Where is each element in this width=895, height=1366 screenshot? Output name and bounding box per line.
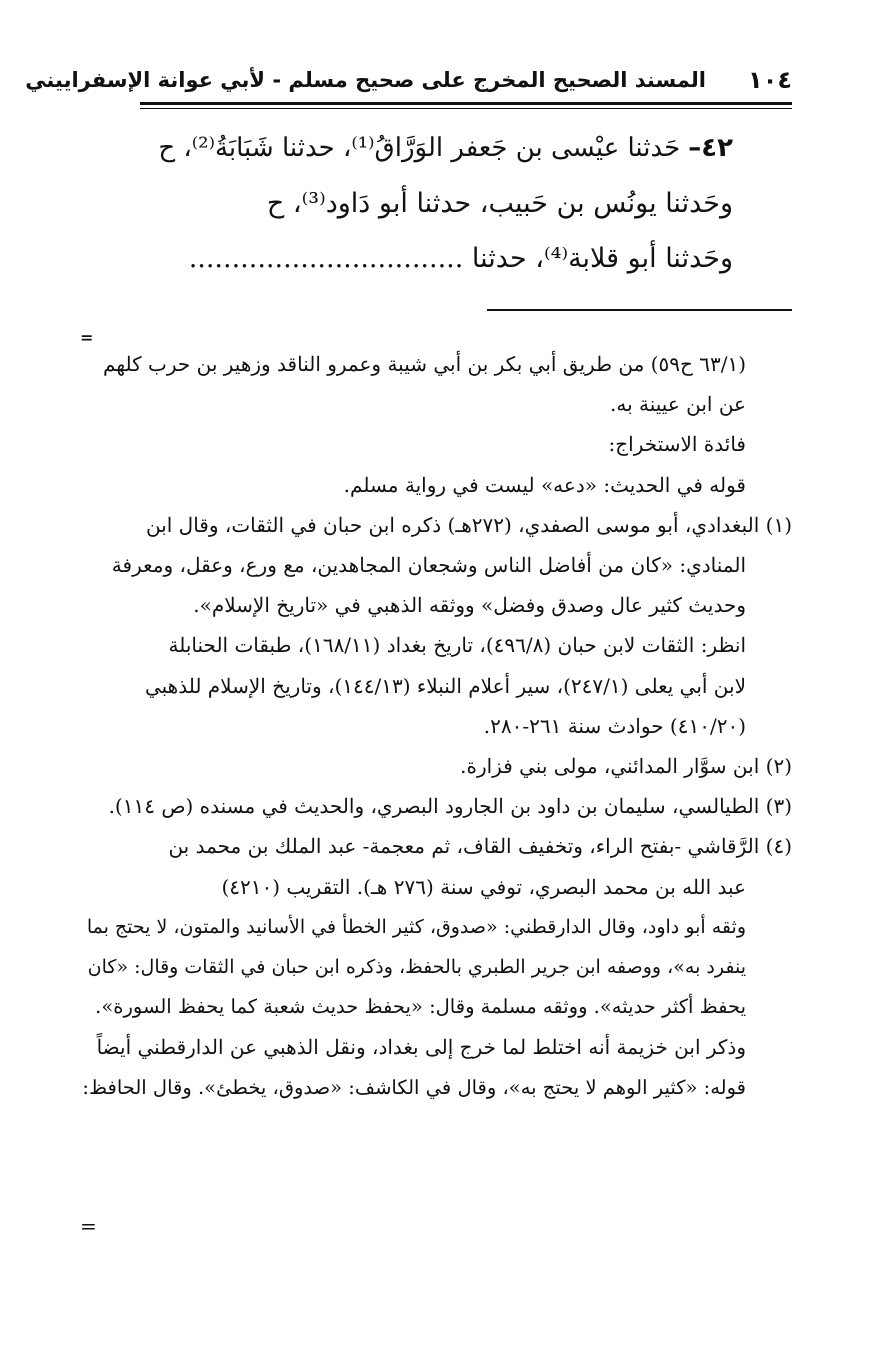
- footnote-line: عن ابن عيينة به.: [610, 392, 746, 417]
- footnote-line: فائدة الاستخراج:: [608, 432, 746, 457]
- footnote-line: وثقه أبو داود، وقال الدارقطني: «صدوق، كثير الخطأ في الأسانيد والمتون، لا يحتج بما: [86, 915, 746, 938]
- main-line-3: [148, 231, 733, 286]
- footnote-continuation-mark: =: [80, 328, 94, 347]
- page-number: ١٠٤: [748, 66, 792, 94]
- main-line-1: [148, 121, 733, 176]
- footnote-line: لابن أبي يعلى (٢٤٧/١)، سير أعلام النبلاء (١٤٤/١٣)، وتاريخ الإسلام للذهبي: [144, 673, 746, 698]
- footnote-line: (٣) الطيالسي، سليمان بن داود بن الجارود البصري، والحديث في مسنده (ص ١١٤).: [108, 794, 792, 819]
- footnote-line: يحفظ أكثر حديثه». ووثقه مسلمة وقال: «يحفظ حديث شعبة كما يحفظ السورة».: [95, 995, 746, 1019]
- footnote-line: انظر: الثقات لابن حبان (٤٩٦/٨)، تاريخ بغداد (١٦٨/١١)، طبقات الحنابلة: [168, 633, 746, 658]
- footnote-end-mark: =: [80, 1214, 97, 1238]
- footnote-line: المنادي: «كان من أفاضل الناس وشجعان المجاهدين، مع ورع، وعقل، ومعرفة: [111, 553, 746, 578]
- footnote-line: (٤) الرَّقاشي -بفتح الراء، وتخفيف القاف، ثم معجمة- عبد الملك بن محمد بن: [168, 834, 792, 859]
- footnote-line: قوله: «كثير الوهم لا يحتج به»، وقال في الكاشف: «صدوق، يخطئ». وقال الحافظ:: [82, 1075, 746, 1099]
- ellipsis-dots: ................................: [188, 243, 464, 274]
- footnotes: [80, 344, 792, 1108]
- footnote-line: (٤١٠/٢٠) حوادث سنة ٢٦١-٢٨٠.: [483, 713, 746, 738]
- footnote-line: عبد الله بن محمد البصري، توفي سنة (٢٧٦ هـ). التقريب (٤٢١٠): [221, 874, 746, 899]
- main-line-3-text: وحَدثنا أبو قلابة⁽⁴⁾، حدثنا: [471, 243, 733, 274]
- footnote-line: قوله في الحديث: «دعه» ليست في رواية مسلم.: [343, 472, 746, 497]
- running-title: المسند الصحيح المخرج على صحيح مسلم - لأبي عوانة الإسفراييني: [25, 68, 706, 92]
- footnote-line: (٦٣/١ ح٥٩) من طريق أبي بكر بن أبي شيبة وعمرو الناقد وزهير بن حرب كلهم: [102, 352, 746, 376]
- hadith-number: ٤٢–: [688, 133, 733, 163]
- footnote-line: وذكر ابن خزيمة أنه اختلط لما خرج إلى بغداد، ونقل الذهبي عن الدارقطني أيضاً: [96, 1035, 746, 1060]
- main-text: [148, 121, 733, 286]
- main-line-1-text: حَدثنا عيْسى بن جَعفر الوَرَّاقُ⁽¹⁾، حدثنا شَبَابَةُ⁽²⁾، ح: [158, 133, 681, 163]
- footnote-divider: [487, 309, 792, 311]
- footnote-line: ينفرد به»، ووصفه ابن جرير الطبري بالحفظ، وذكره ابن حبان في الثقات وقال: «كان: [87, 956, 746, 979]
- footnote-line: (١) البغدادي، أبو موسى الصفدي، (٢٧٢هـ) ذكره ابن حبان في الثقات، وقال ابن: [145, 512, 792, 537]
- footnote-line: وحديث كثير عال وصدق وفضل» ووثقه الذهبي في «تاريخ الإسلام».: [193, 593, 746, 618]
- footnote-line: (٢) ابن سوَّار المدائني، مولى بني فزارة.: [460, 754, 792, 779]
- main-line-2: وحَدثنا يونُس بن حَبيب، حدثنا أبو دَاود⁽³⁾، ح: [266, 188, 733, 219]
- page-header: [25, 60, 792, 105]
